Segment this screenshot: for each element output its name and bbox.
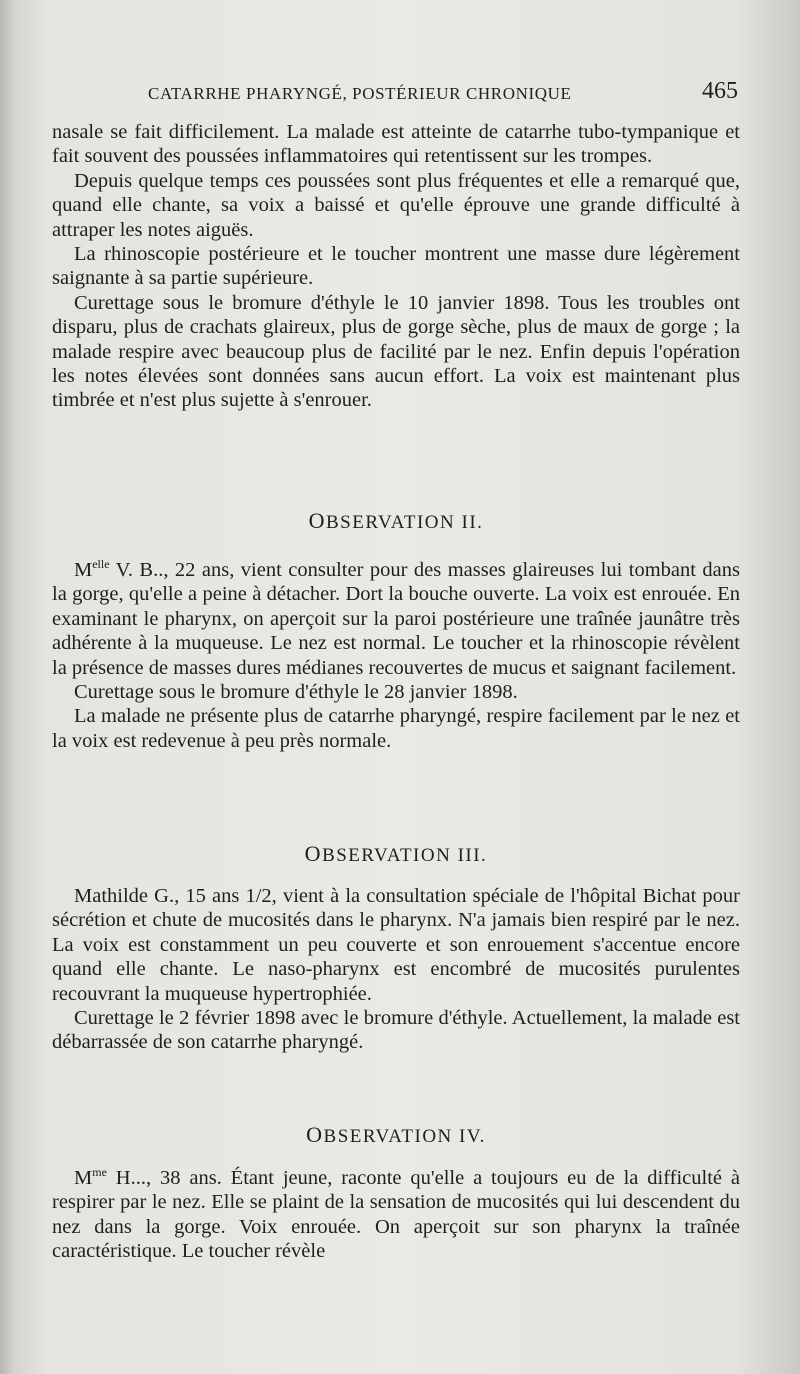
obs4-paragraph-1 <box>52 1166 740 1264</box>
intro-paragraph-4: Curettage sous le bromure d'éthyle le 10 janvier 1898. Tous les troubles ont disparu, plus de crachats glaireux, plus de gorge sèche, plus de maux de gorge ; la malade respire avec beaucoup plus de facilité par le nez. Enfin depuis l'opération les notes élevées sont données sans aucun effort. La voix est maintenant plus timbrée et n'est plus sujette à s'enrouer. <box>52 291 740 412</box>
obs3-paragraph-1: Mathilde G., 15 ans 1/2, vient à la consultation spéciale de l'hôpital Bichat pour sécrétion et chute de mucosités dans le pharynx. N'a jamais bien respiré par le nez. La voix est constamment un peu couverte et son enrouement s'accentue encore quand elle chante. Le naso-pharynx est encombré de mucosités purulentes recouvrant la muqueuse hypertrophiée. <box>52 885 740 1005</box>
heading-rest: BSERVATION IV. <box>323 1126 486 1147</box>
heading-initial: O <box>306 1122 324 1147</box>
observation-4-text <box>52 1166 740 1264</box>
heading-rest: BSERVATION III. <box>322 845 488 866</box>
intro-paragraph-2: Depuis quelque temps ces poussées sont plus fréquentes et elle a remarqué que, quand elle chante, sa voix a baissé et qu'elle éprouve une grande difficulté à attraper les notes aiguës. <box>52 169 740 241</box>
running-head <box>52 76 742 110</box>
obs4-title: M <box>74 1167 93 1189</box>
obs3-paragraph-2: Curettage le 2 février 1898 avec le bromure d'éthyle. Actuellement, la malade est débarrassée de son catarrhe pharyngé. <box>52 1007 740 1054</box>
obs2-paragraph-1 <box>52 558 740 680</box>
heading-initial: O <box>308 508 326 533</box>
observation-3-heading <box>52 841 740 867</box>
obs2-paragraph-2: Curettage sous le bromure d'éthyle le 28 janvier 1898. <box>74 681 518 704</box>
heading-initial: O <box>304 841 323 866</box>
obs2-title: M <box>74 559 93 581</box>
observation-3-text <box>52 884 740 1055</box>
intro-paragraph-1: nasale se fait difficilement. La malade est atteinte de catarrhe tubo-tympanique et fait souvent des poussées inflammatoires qui retentissent sur les trompes. <box>52 121 740 168</box>
obs2-title-sup: elle <box>92 557 110 571</box>
heading-rest: BSERVATION II. <box>325 512 484 533</box>
obs4-paragraph-1-text: H..., 38 ans. Étant jeune, raconte qu'elle a toujours eu de la difficulté à respirer par le nez. Elle se plaint de la sensation de mucosités qui lui descendent du nez dans la gorge. Voix enrouée. On aperçoit sur son pharynx la traînée caractéristique. Le toucher révèle <box>52 1167 740 1263</box>
scan-shadow <box>0 0 14 1374</box>
obs2-paragraph-1-text: V. B.., 22 ans, vient consulter pour des masses glaireuses lui tombant dans la gorge, qu'elle a peine à détacher. Dort la bouche ouverte. La voix est enrouée. En examinant le pharynx, on aperçoit sur la paroi postérieure une traînée jaunâtre très adhérente à la muqueuse. Le nez est normal. Le toucher et la rhinoscopie révèlent la présence de masses dures médianes recouvertes de mucus et saignant facilement. <box>52 559 740 679</box>
intro-paragraph-3: La rhinoscopie postérieure et le toucher montrent une masse dure légèrement saignante à sa partie supérieure. <box>52 243 740 290</box>
observation-2-heading <box>52 508 740 534</box>
observation-2-text <box>52 558 740 753</box>
intro-text <box>52 120 740 413</box>
obs2-paragraph-3: La malade ne présente plus de catarrhe pharyngé, respire facilement par le nez et la voix est redevenue à peu près normale. <box>52 705 740 752</box>
observation-4-heading <box>52 1122 740 1148</box>
obs4-title-sup: me <box>92 1165 107 1179</box>
page-number: 465 <box>702 78 738 104</box>
running-title: CATARRHE PHARYNGÉ, POSTÉRIEUR CHRONIQUE <box>148 84 572 103</box>
